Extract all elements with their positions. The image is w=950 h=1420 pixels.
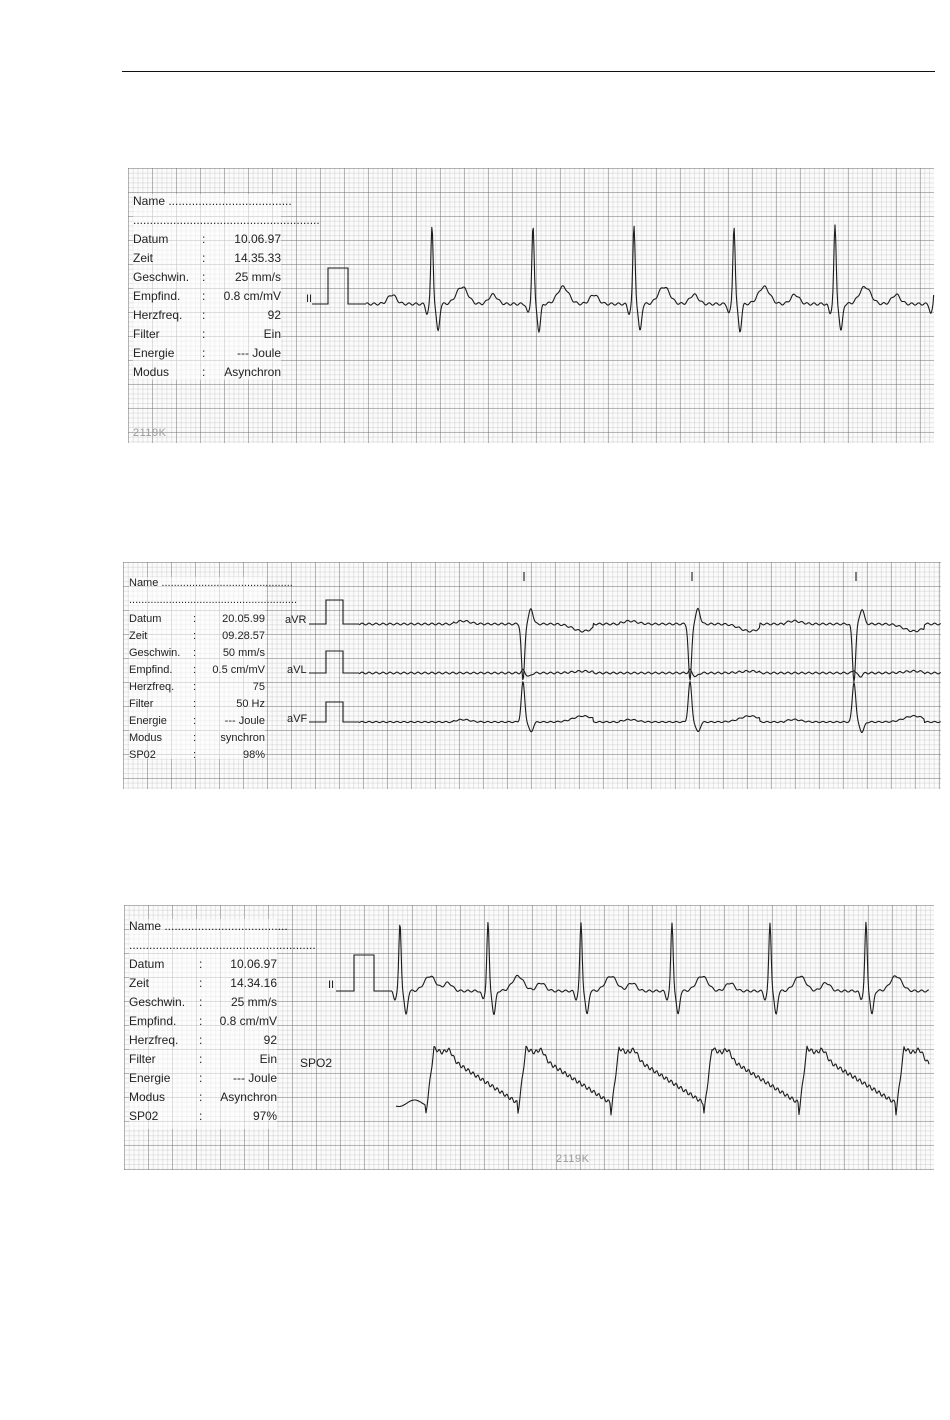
printer-serial: 2119K bbox=[133, 427, 167, 439]
calibration-pulse-avf bbox=[309, 702, 359, 722]
calibration-pulse-avr bbox=[309, 600, 359, 624]
name-label: Name bbox=[133, 194, 166, 208]
name-label: Name bbox=[129, 577, 159, 589]
dots: ........................................... bbox=[158, 577, 293, 589]
name-line-dots: ........................................................ bbox=[129, 938, 316, 952]
printer-serial: 2119K bbox=[556, 1153, 590, 1165]
lead-label-avf: aVF bbox=[287, 713, 308, 725]
spo2-label: SPO2 bbox=[300, 1056, 333, 1070]
ecg-strip-3 bbox=[124, 905, 934, 1170]
dots: ..................................... bbox=[165, 194, 292, 208]
ecg-strip-2 bbox=[123, 562, 941, 789]
lead-label-avr: aVR bbox=[285, 614, 307, 626]
dots: ..................................... bbox=[161, 919, 288, 933]
top-rule bbox=[122, 71, 935, 72]
lead-label-ii: II bbox=[328, 979, 335, 991]
ecg-trace-lead-ii bbox=[128, 168, 934, 443]
name-label: Name bbox=[129, 919, 162, 933]
name-line-dots: ....................................................... bbox=[129, 594, 298, 606]
lead-label-avl: aVL bbox=[287, 664, 307, 676]
ecg-and-pleth-trace bbox=[124, 905, 934, 1170]
calibration-pulse-avl bbox=[309, 651, 359, 673]
calibration-pulse bbox=[312, 268, 366, 304]
sync-marker bbox=[524, 572, 856, 581]
patient-info-panel: Name ........................................... ....................................................... Datum : 20.05.99 Zeit : 09.28.57 Geschwin. : 50 mm/s Empfind. : 0.5 cm/mV Herzfreq. : 75 Filter : 50 Hz Energie : --- Joule Modus : synchron SP02 : 98% bbox=[129, 577, 298, 761]
patient-info-panel: Name ..................................... ........................................................ Datum : 10.06.97 Zeit : 14.35.33 Geschwin. : 25 mm/s Empfind. : 0.8 cm/mV Herzfreq. : 92 Filter : Ein Energie : --- Joule Modus : Asynchron bbox=[133, 194, 320, 379]
name-line-dots: ........................................................ bbox=[133, 213, 320, 227]
ecg-trace-augmented-leads bbox=[123, 562, 941, 789]
patient-info-panel: Name ..................................... ........................................................ Datum : 10.06.97 Zeit : 14.34.16 Geschwin. : 25 mm/s Empfind. : 0.8 cm/mV Herzfreq. : 92 Filter : Ein Energie : --- Joule Modus : Asynchron SP02 : 97% bbox=[129, 919, 277, 1129]
ecg-strip-1 bbox=[128, 168, 934, 443]
lead-label-ii: II bbox=[306, 293, 313, 305]
calibration-pulse bbox=[336, 955, 392, 991]
